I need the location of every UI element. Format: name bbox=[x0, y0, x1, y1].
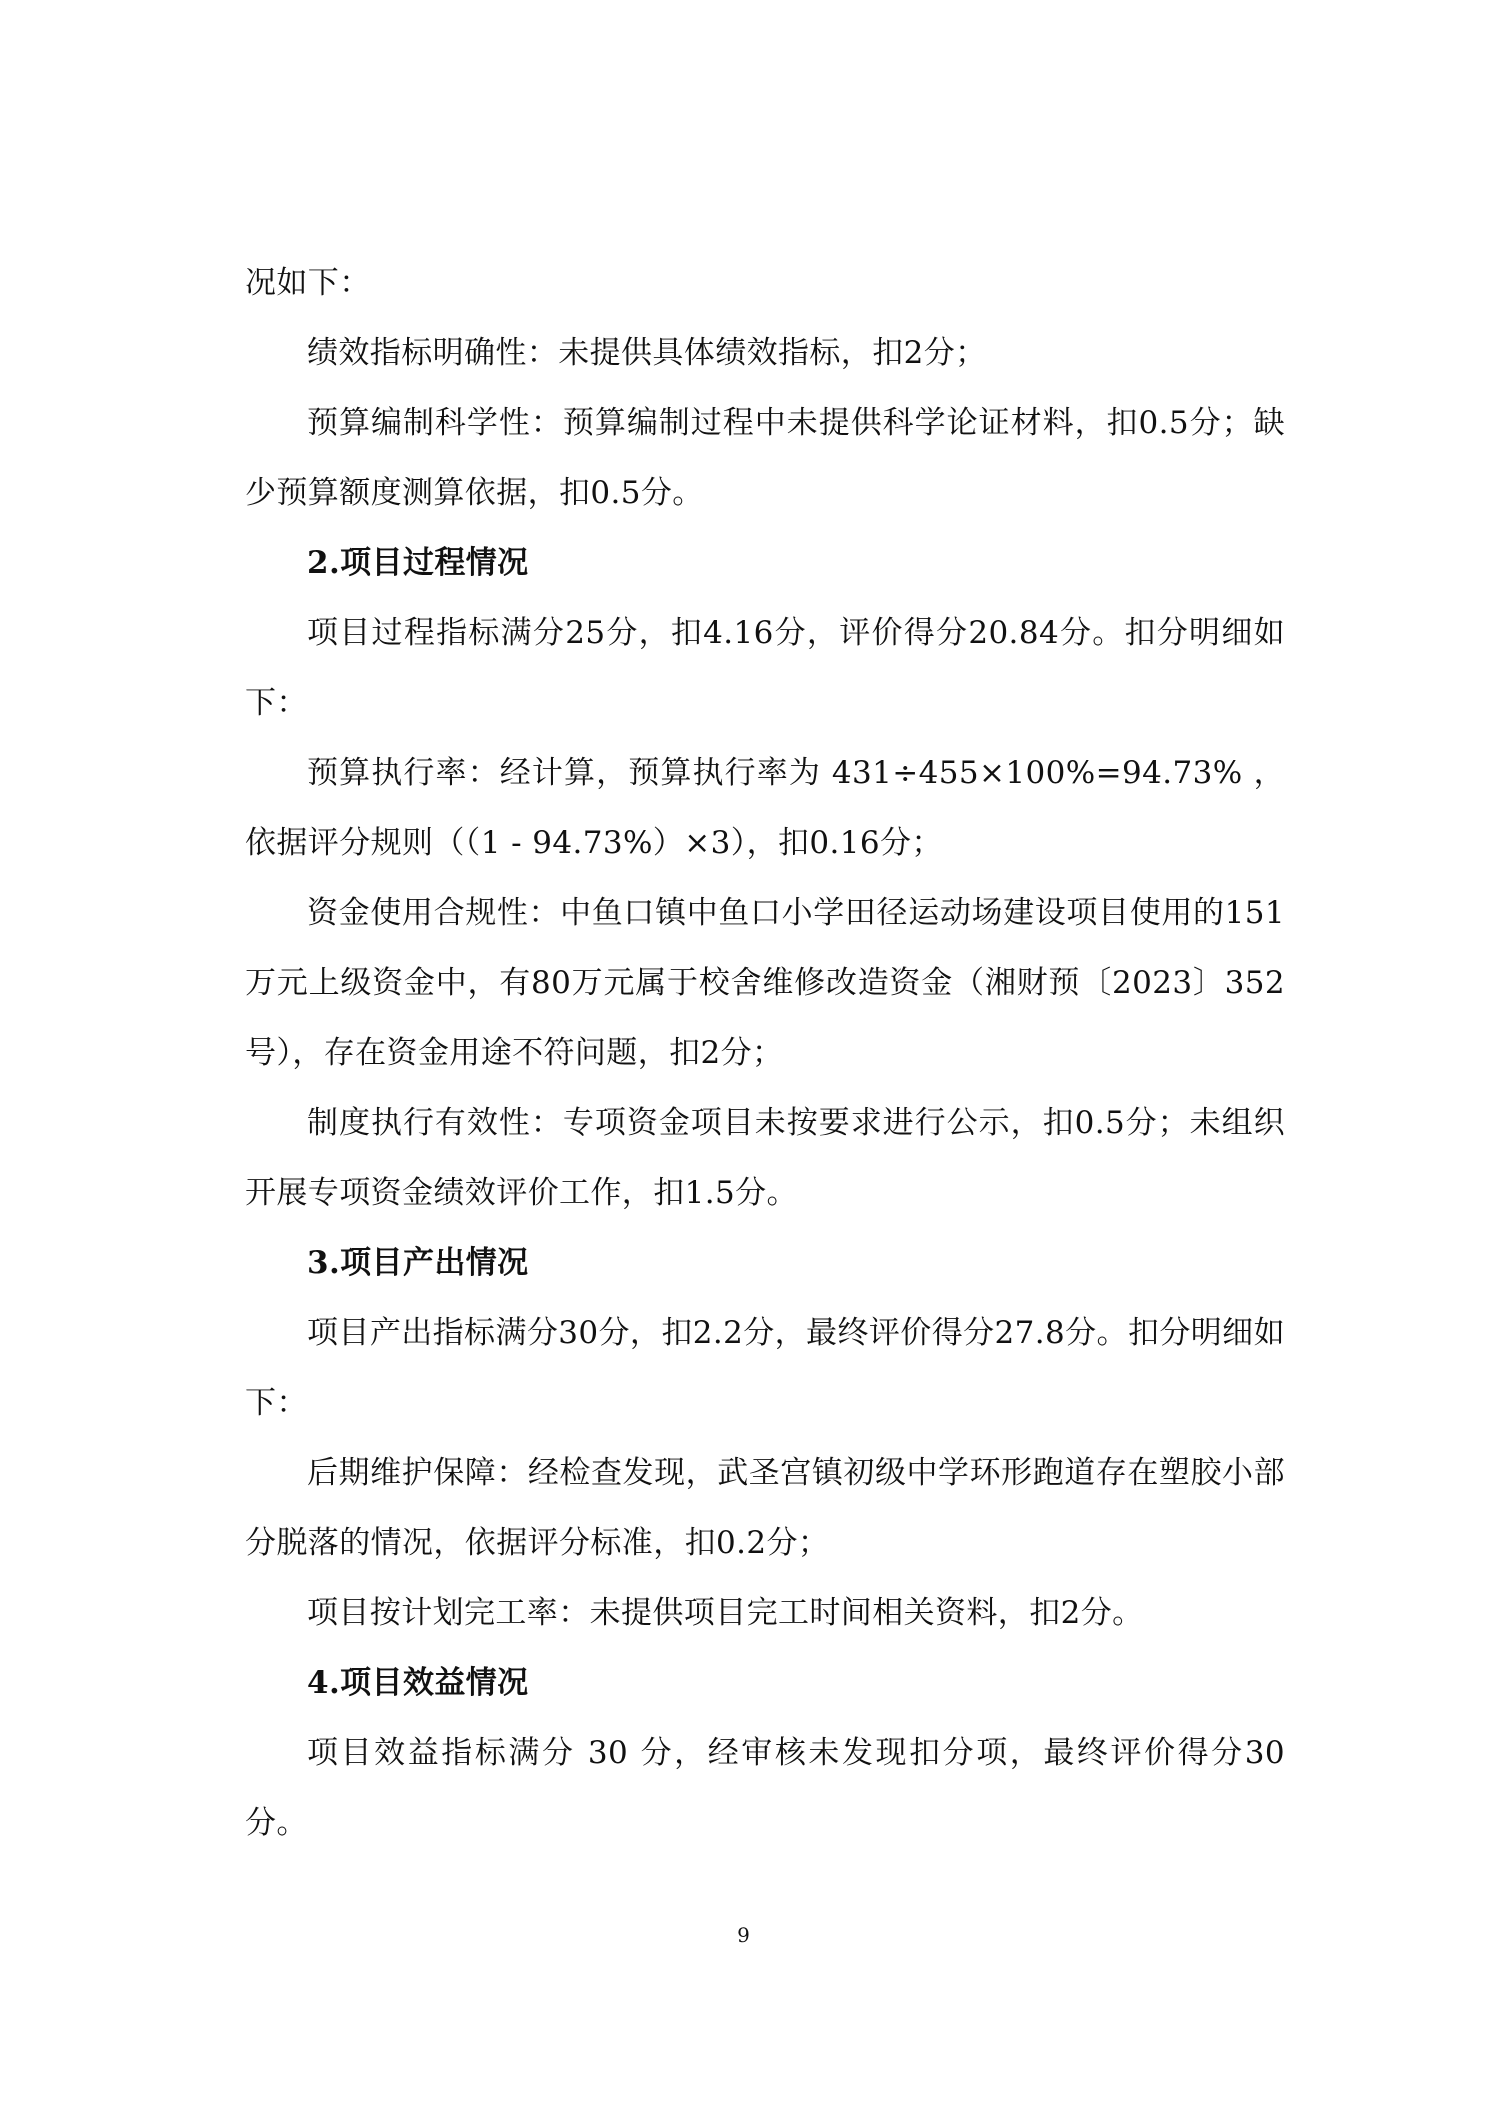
paragraph-process-summary: 项目过程指标满分25分，扣4.16分，评价得分20.84分。扣分明细如下： bbox=[245, 615, 1285, 721]
continuation-paragraph: 况如下： bbox=[245, 265, 371, 301]
paragraph-budget-compilation: 预算编制科学性：预算编制过程中未提供科学论证材料，扣0.5分；缺少预算额度测算依据，扣0.5分。 bbox=[245, 405, 1285, 511]
section-heading-process: 2.项目过程情况 bbox=[307, 545, 529, 581]
page-body bbox=[245, 248, 1285, 1858]
page-number: 9 bbox=[737, 1923, 750, 1947]
paragraph-completion-rate: 项目按计划完工率：未提供项目完工时间相关资料，扣2分。 bbox=[307, 1595, 1144, 1631]
paragraph-budget-execution-rate: 预算执行率：经计算，预算执行率为 431÷455×100%=94.73% ，依据评分规则（（1 - 94.73%）×3），扣0.16分； bbox=[245, 755, 1285, 861]
paragraph-benefit-summary: 项目效益指标满分 30 分，经审核未发现扣分项，最终评价得分30分。 bbox=[245, 1735, 1285, 1841]
section-heading-benefit: 4.项目效益情况 bbox=[307, 1665, 529, 1701]
paragraph-output-summary: 项目产出指标满分30分，扣2.2分，最终评价得分27.8分。扣分明细如下： bbox=[245, 1315, 1285, 1421]
paragraph-performance-indicator: 绩效指标明确性：未提供具体绩效指标，扣2分； bbox=[307, 335, 987, 371]
paragraph-maintenance: 后期维护保障：经检查发现，武圣宫镇初级中学环形跑道存在塑胶小部分脱落的情况，依据评分标准，扣0.2分； bbox=[245, 1455, 1285, 1561]
paragraph-fund-compliance: 资金使用合规性：中鱼口镇中鱼口小学田径运动场建设项目使用的151万元上级资金中，有80万元属于校舍维修改造资金（湘财预〔2023〕352 号），存在资金用途不符问题，扣2分； bbox=[245, 895, 1285, 1071]
section-heading-output: 3.项目产出情况 bbox=[307, 1245, 529, 1281]
paragraph-system-execution: 制度执行有效性：专项资金项目未按要求进行公示，扣0.5分；未组织开展专项资金绩效评价工作，扣1.5分。 bbox=[245, 1105, 1285, 1211]
